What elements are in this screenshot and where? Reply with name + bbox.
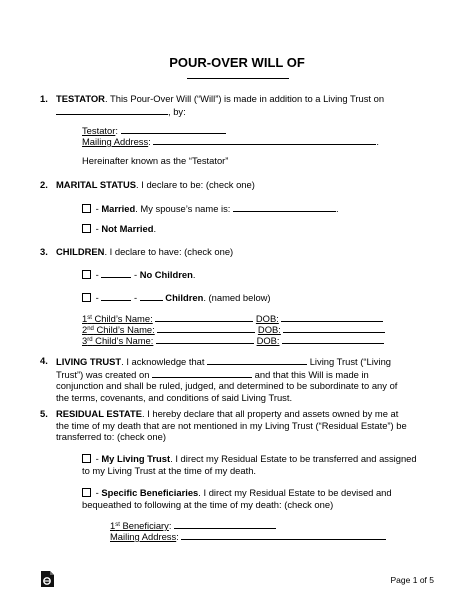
children-initial-blank[interactable] [101,291,131,301]
section-4-heading: LIVING TRUST [56,356,122,367]
living-trust-checkbox[interactable] [82,454,91,463]
trust-name-blank[interactable] [207,355,307,365]
children-option: - - Children. (named below) [82,291,432,304]
document-title: POUR-OVER WILL OF [169,55,305,70]
section-4-text: LIVING TRUST. I acknowledge that Living Trust (“Living Trust”) was created on and that this Will is made in conjunction and shall be ruled, judged, and determined to be subordinate to any of the terms, covenants, and conditions of said Living Trust. [56,356,398,403]
known-as-text: Hereinafter known as the “Testator” [82,155,229,166]
mailing-address-blank[interactable] [153,135,376,145]
spouse-name-blank[interactable] [233,202,336,212]
beneficiary-row: 1st Beneficiary: [110,519,440,532]
beneficiary-blank[interactable] [174,519,276,529]
testator-row: Testator: [82,124,432,137]
page-number: Page 1 of 5 [390,575,434,585]
section-2-number: 2. [40,179,48,190]
mailing-address-row: Mailing Address: . [82,136,380,147]
children-count-blank[interactable] [140,291,163,301]
children-checkbox[interactable] [82,293,91,302]
no-children-option: - - No Children. [82,268,432,281]
married-option: - Married. My spouse’s name is: . [82,202,432,215]
section-4-number: 4. [40,355,48,366]
married-checkbox[interactable] [82,204,91,213]
not-married-label: Not Married [101,223,154,234]
beneficiary-mailing-row: Mailing Address: [110,530,440,543]
section-3-number: 3. [40,246,48,257]
section-1-heading: TESTATOR [56,93,105,104]
testator-label: Testator [82,125,116,136]
section-2-heading: MARITAL STATUS [56,179,137,190]
no-children-checkbox[interactable] [82,270,91,279]
specific-beneficiaries-label: Specific Beneficiaries [101,487,199,498]
beneficiary-mailing-blank[interactable] [181,530,386,540]
eforms-logo-icon [40,571,54,587]
testator-blank[interactable] [121,124,226,134]
section-2-text: MARITAL STATUS. I declare to be: (check one) [56,179,255,190]
living-trust-option: - My Living Trust. I direct my Residual Estate to be transferred and assigned to my Living Trust at the time of my death. [82,453,417,476]
child-row-2: 2nd Child’s Name: DOB: [82,323,432,336]
child-3-dob-blank[interactable] [282,334,384,344]
section-5-heading: RESIDUAL ESTATE [56,408,142,419]
child-2-dob-blank[interactable] [283,323,385,333]
living-trust-label: My Living Trust [101,453,171,464]
child-2-name-blank[interactable] [157,323,255,333]
child-row-3: 3rd Child’s Name: DOB: [82,334,432,347]
testator-name-blank[interactable] [187,78,289,79]
children-label: Children [165,292,204,303]
not-married-checkbox[interactable] [82,224,91,233]
married-label: Married [101,203,136,214]
child-3-name-blank[interactable] [156,334,254,344]
section-3-text: CHILDREN. I declare to have: (check one) [56,246,234,257]
child-1-name-blank[interactable] [155,312,253,322]
trust-created-date-blank[interactable] [152,368,252,378]
specific-beneficiaries-option: - Specific Beneficiaries. I direct my Residual Estate to be devised and bequeathed to following at the time of my death: (check one) [82,487,392,510]
child-row-1: 1st Child’s Name: DOB: [82,312,432,325]
child-1-dob-blank[interactable] [281,312,383,322]
not-married-option: - Not Married. [82,223,432,235]
section-1-text: TESTATOR. This Pour-Over Will (“Will”) is made in addition to a Living Trust on , by: [56,93,385,117]
section-5-text: RESIDUAL ESTATE. I hereby declare that all property and assets owned by me at the time of my death that are not mentioned in my Living Trust (“Residual Estate”) be transferred to: (check one) [56,408,407,442]
trust-date-blank[interactable] [56,105,168,115]
no-children-label: No Children [139,269,193,280]
section-5-number: 5. [40,408,48,419]
section-1-number: 1. [40,93,48,104]
no-children-initial-blank[interactable] [101,268,131,278]
section-3-heading: CHILDREN [56,246,105,257]
specific-beneficiaries-checkbox[interactable] [82,488,91,497]
mailing-address-label: Mailing Address [82,136,149,147]
